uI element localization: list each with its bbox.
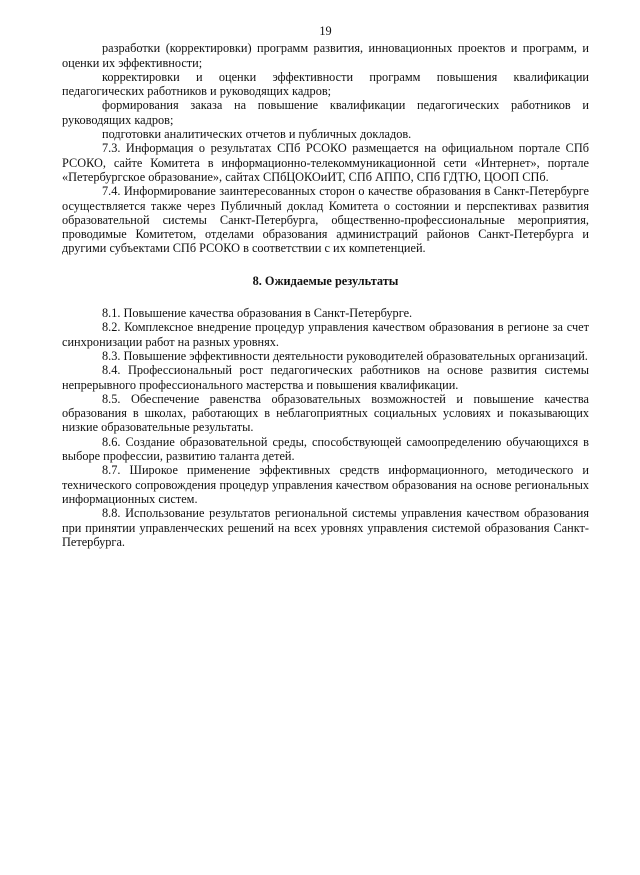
section-8-heading: 8. Ожидаемые результаты bbox=[252, 273, 399, 288]
paragraph-8-8: 8.8. Использование результатов региональной системы управления качеством образования при принятии управленческих решений на всех уровнях управления системой образования Санкт-Петербурга. bbox=[62, 506, 589, 549]
paragraph-7-4: 7.4. Информирование заинтересованных сторон о качестве образования в Санкт-Петербурге осуществляется также через Публичный доклад Комитета о состоянии и перспективах развития образовательной системы Санкт-Петербурга, общественно-профессиональные мероприятия, проводимые Комитетом, отделами образования администраций районов Санкт-Петербурга и другими субъектами СПб РСОКО в соответствии с их компетенцией. bbox=[62, 184, 589, 256]
paragraph-7-item-2: корректировки и оценки эффективности программ повышения квалификации педагогических работников и руководящих кадров; bbox=[62, 69, 589, 99]
paragraph-8-4: 8.4. Профессиональный рост педагогических работников на основе развития системы непрерывного профессионального мастерства и повышения квалификации. bbox=[62, 363, 589, 392]
paragraph-8-5: 8.5. Обеспечение равенства образовательных возможностей и повышение качества образования в школах, работающих в неблагоприятных социальных условиях и показывающих низкие образовательные результаты. bbox=[62, 391, 589, 435]
paragraph-8-6: 8.6. Создание образовательной среды, способствующей самоопределению обучающихся в выборе профессии, развитию таланта детей. bbox=[62, 434, 589, 464]
paragraph-7-3: 7.3. Информация о результатах СПб РСОКО размещается на официальном портале СПб РСОКО, сайте Комитета в информационно-телекоммуникационной сети «Интернет», портале «Петербургское образование», сайтах СПбЦОКОиИТ, СПб АППО, СПб ГДТЮ, ЦООП СПб. bbox=[62, 141, 589, 184]
paragraph-7-item-1: разработки (корректировки) программ развития, инновационных проектов и программ, и оценки их эффективности; bbox=[62, 41, 589, 70]
page-number: 19 bbox=[319, 24, 332, 38]
paragraph-7-item-4: подготовки аналитических отчетов и публичных докладов. bbox=[102, 127, 412, 142]
document-page bbox=[62, 24, 589, 549]
paragraph-7-item-3: формирования заказа на повышение квалификации педагогических работников и руководящих кадров; bbox=[62, 98, 589, 127]
paragraph-8-2: 8.2. Комплексное внедрение процедур управления качеством образования в регионе за счет синхронизации работ на разных уровнях. bbox=[62, 320, 589, 349]
paragraph-8-3: 8.3. Повышение эффективности деятельности руководителей образовательных организаций. bbox=[102, 348, 588, 363]
paragraph-8-7: 8.7. Широкое применение эффективных средств информационного, методического и технического сопровождения процедур управления качеством образования на основе региональных информационных систем. bbox=[62, 463, 589, 506]
paragraph-8-1: 8.1. Повышение качества образования в Санкт-Петербурге. bbox=[102, 306, 413, 321]
